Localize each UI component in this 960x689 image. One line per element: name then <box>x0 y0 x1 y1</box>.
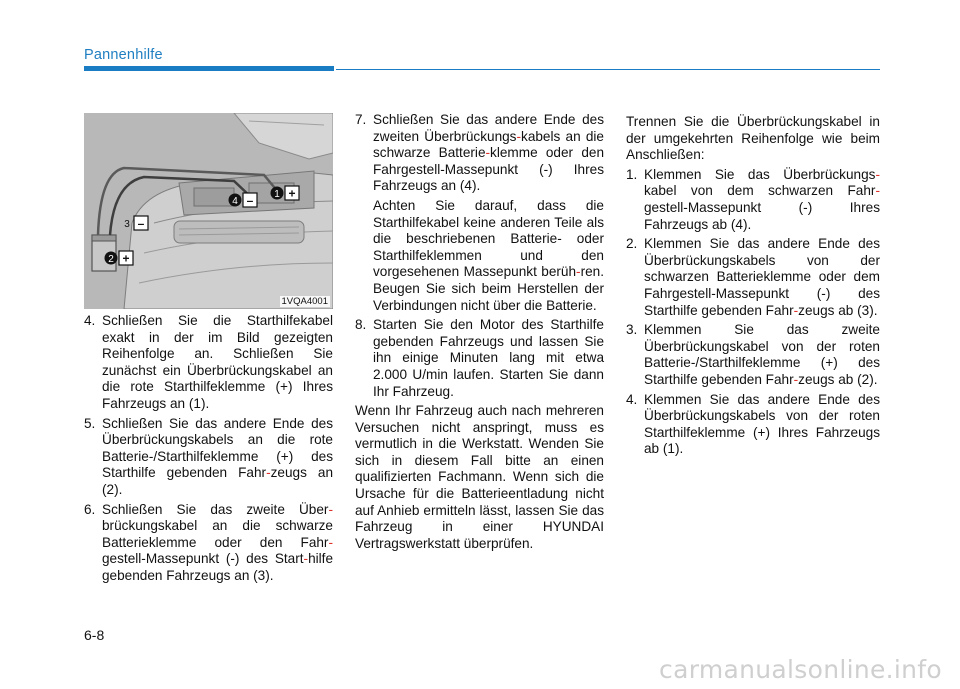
jump-start-illustration <box>84 113 333 309</box>
callout-3-minus: – <box>137 216 145 231</box>
step-number: 4. <box>84 313 96 328</box>
disconnect-step-3 <box>626 322 880 388</box>
step-text: Schließen Sie das zweite Über-brückungskabel an die schwarze Batterieklemme oder den Fahr-gestell-Massepunkt (-) des Start-hilfe gebenden Fahrzeugs an (3). <box>102 501 333 583</box>
disconnect-intro: Trennen Sie die Überbrückungskabel in der umgekehrten Reihenfolge wie beim Anschließen: <box>626 114 880 163</box>
step-8 <box>355 317 604 400</box>
step-text: Klemmen Sie das andere Ende des Überbrückungskabels von der roten Starthilfeklemme (+) Ihres Fahrzeugs ab (1). <box>644 391 880 457</box>
callouts <box>84 113 333 309</box>
disconnect-step-4 <box>626 392 880 458</box>
disconnect-step-2 <box>626 236 880 319</box>
step-number: 5. <box>84 415 96 431</box>
callout-1-plus: + <box>288 186 296 201</box>
workshop-paragraph: Wenn Ihr Fahrzeug auch nach mehreren Versuchen nicht anspringt, muss es vermutlich in die Werkstatt. Wenden Sie sich in diesem Fall bitte an einen qualifizierten Fachmann. Wenn sich die Ursache für die Batterieentladung nicht auf Anhieb ermitteln lässt, lassen Sie das Fahrzeug in einer HYUNDAI Vertragswerkstatt überprüfen. <box>355 403 604 551</box>
section-title: Pannenhilfe <box>84 47 163 63</box>
step-number: 7. <box>355 112 367 127</box>
callout-1-number: 1 <box>274 189 280 200</box>
page-number: 6-8 <box>84 627 105 643</box>
header-rule-thick <box>84 66 334 71</box>
watermark: carmanualsonline.info <box>659 655 942 684</box>
step-text: Schließen Sie das andere Ende des zweiten Überbrückungs-kabels an die schwarze Batterie-klemme oder den Fahrgestell-Massepunkt (-) Ihres Fahrzeugs an (4). <box>373 112 605 194</box>
step-number: 1. <box>626 166 638 182</box>
column-3 <box>626 112 880 461</box>
step-text: Klemmen Sie das Überbrückungs-kabel von dem schwarzen Fahr-gestell-Massepunkt (-) Ihres Fahrzeugs ab (4). <box>644 166 880 232</box>
callout-2-number: 2 <box>108 254 114 265</box>
callout-3-number: 3 <box>124 219 130 230</box>
step-text: Klemmen Sie das andere Ende des Überbrückungskabels von der schwarzen Batterieklemme oder dem Fahrgestell-Massepunkt (-) des Starthilfe gebenden Fahr-zeugs ab (3). <box>644 236 880 318</box>
step-number: 6. <box>84 501 96 517</box>
step-5 <box>84 416 333 499</box>
callout-2-plus: + <box>122 251 130 266</box>
step-text: Starten Sie den Motor des Starthilfe gebenden Fahrzeugs und lassen Sie ihn einige Minuten lang mit etwa 2.000 U/min laufen. Starten Sie dann Ihr Fahrzeug. <box>373 317 604 399</box>
step-number: 2. <box>626 236 638 252</box>
step-number: 4. <box>626 391 638 407</box>
step-text: Schließen Sie das andere Ende des Überbrückungskabels an die rote Batterie-/Starthilfeklemme (+) des Starthilfe gebenden Fahr-zeugs an (2). <box>102 415 333 497</box>
figure-code: 1VQA4001 <box>281 296 328 307</box>
column-2 <box>355 112 604 555</box>
step-6 <box>84 502 333 585</box>
step-number: 3. <box>626 322 638 338</box>
column-1 <box>84 313 333 588</box>
disconnect-step-1 <box>626 167 880 233</box>
step-text: Klemmen Sie das zweite Überbrückungskabel von der roten Batterie-/Starthilfeklemme (+) des Starthilfe gebenden Fahr-zeugs ab (2). <box>644 322 880 387</box>
step-number: 8. <box>355 317 367 333</box>
step-7-note: Achten Sie darauf, dass die Starthilfekabel keine anderen Teile als die beschriebenen Batterie- oder Starthilfeklemmen und den vorgesehenen Massepunkt berüh-ren. Beugen Sie sich beim Herstellen der Verbindungen nicht über die Batterie. <box>373 197 604 313</box>
step-4 <box>84 313 333 413</box>
header-rule-thin <box>336 69 880 70</box>
callout-4-number: 4 <box>232 196 238 207</box>
step-text: Schließen Sie die Starthilfekabel exakt in der im Bild gezeigten Reihenfolge an. Schließen Sie zunächst ein Überbrückungskabel an die rote Starthilfeklemme (+) Ihres Fahrzeugs an (1). <box>102 313 333 411</box>
step-7 <box>355 112 604 195</box>
callout-4-minus: – <box>246 193 254 208</box>
